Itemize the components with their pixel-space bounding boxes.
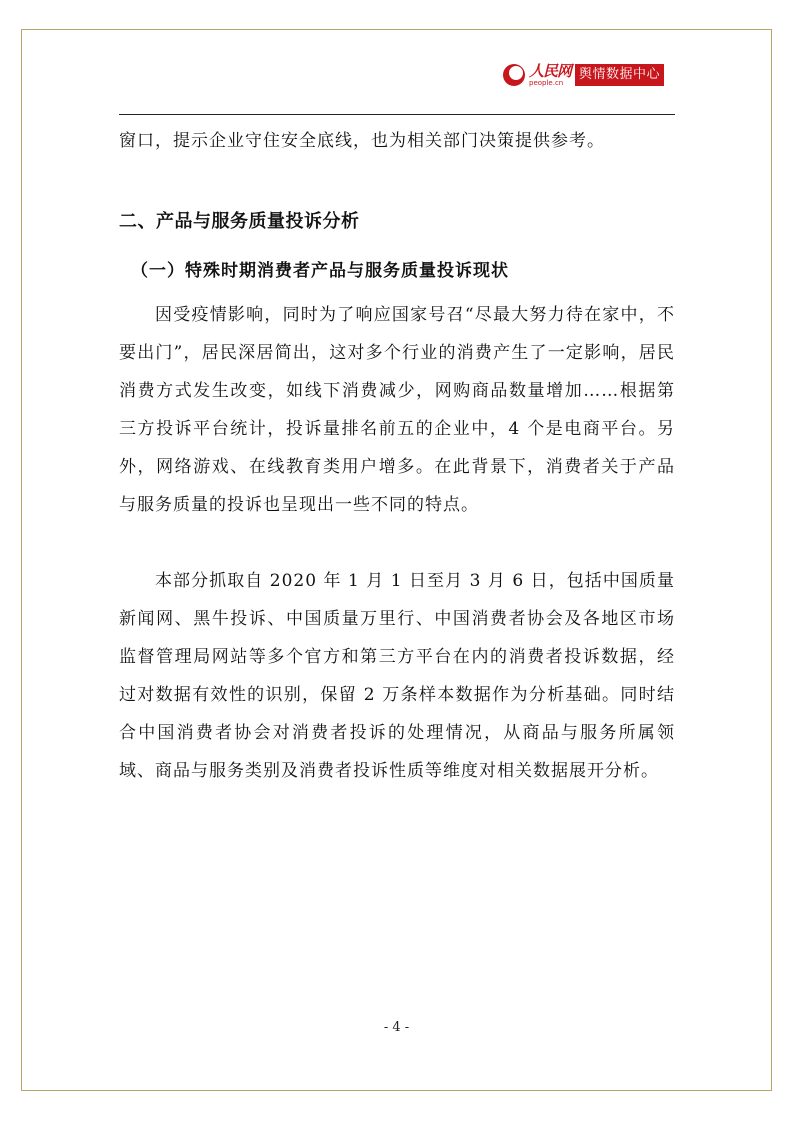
- subsection-title: （一）特殊时期消费者产品与服务质量投诉现状: [131, 261, 509, 281]
- brand-cn: 人民网: [529, 61, 572, 80]
- header-logo: [501, 62, 664, 88]
- page-border: [21, 29, 772, 1091]
- intro-line: 窗口，提示企业守住安全底线，也为相关部门决策提供参考。: [119, 131, 605, 151]
- header-badge: 舆情数据中心: [575, 64, 664, 86]
- page-number: - 4 -: [383, 1020, 410, 1035]
- paragraph-1: 因受疫情影响，同时为了响应国家号召“尽最大努力待在家中，不要出门”，居民深居简出，这对多个行业的消费产生了一定影响，居民消费方式发生改变，如线下消费减少，网购商品数量增加……根据第三方投诉平台统计，投诉量排名前五的企业中，4 个是电商平台。另外，网络游戏、在线教育类用户增多。在此背景下，消费者关于产品与服务质量的投诉也呈现出一些不同的特点。: [119, 305, 675, 515]
- section-title: 二、产品与服务质量投诉分析: [119, 211, 360, 232]
- brand-en: people.cn: [529, 78, 564, 87]
- paragraph-2: 本部分抓取自 2020 年 1 月 1 日至月 3 月 6 日，包括中国质量新闻网、黑牛投诉、中国质量万里行、中国消费者协会及各地区市场监督管理局网站等多个官方和第三方平台在内的消费者投诉数据，经过对数据有效性的识别，保留 2 万条样本数据作为分析基础。同时结合中国消费者协会对消费者投诉的处理情况，从商品与服务所属领域、商品与服务类别及消费者投诉性质等维度对相关数据展开分析。: [119, 571, 675, 781]
- header-divider: [119, 114, 675, 115]
- logo-brand: [529, 61, 572, 87]
- people-daily-logo-icon: [501, 62, 527, 88]
